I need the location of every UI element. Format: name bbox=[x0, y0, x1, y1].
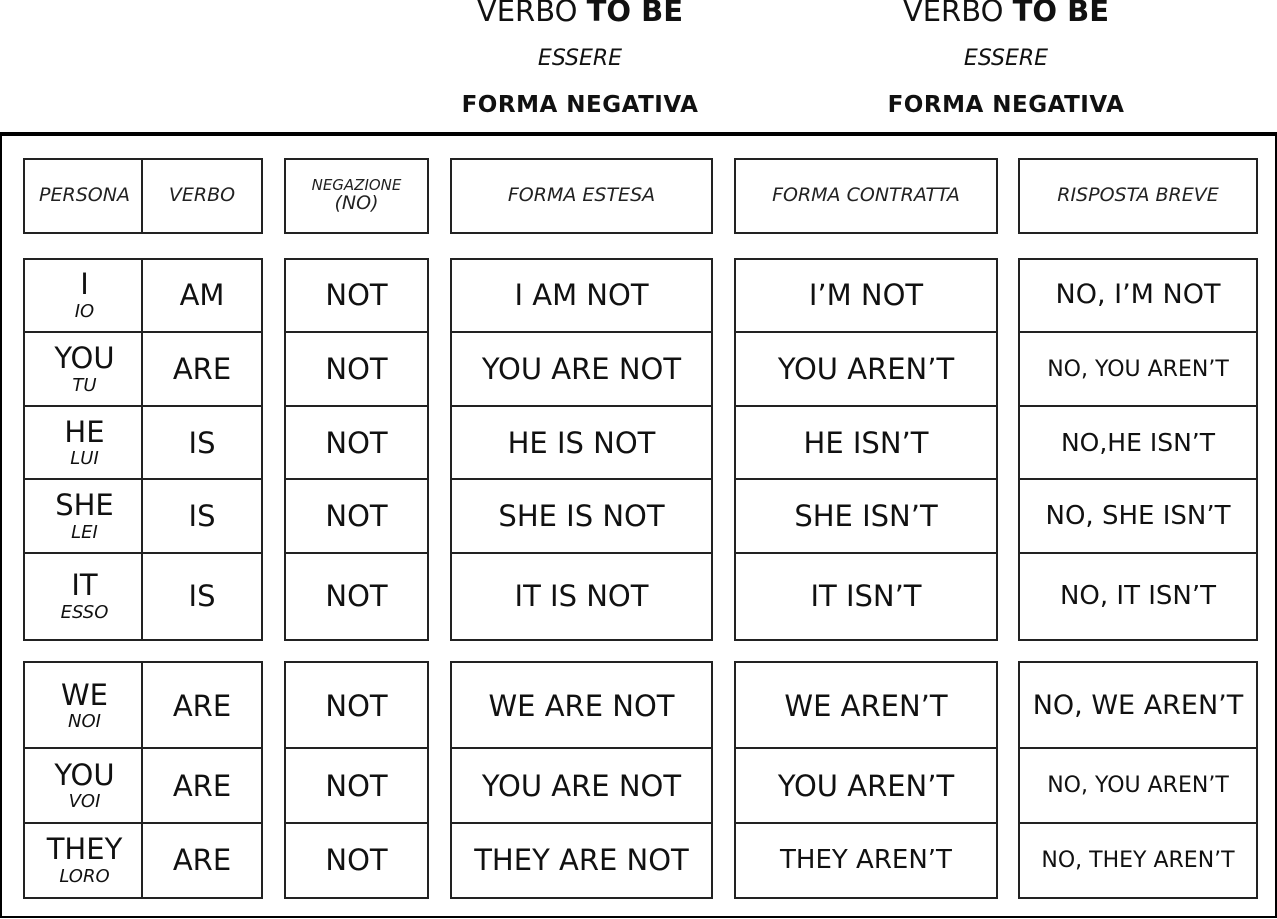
title-form-left: FORMA NEGATIVA bbox=[461, 92, 699, 118]
verb-cell bbox=[141, 331, 263, 408]
pronoun: I bbox=[80, 267, 89, 302]
short-cell bbox=[1018, 331, 1258, 408]
verb-text: IS bbox=[188, 499, 216, 534]
extended-text: HE IS NOT bbox=[507, 425, 656, 460]
person-cell bbox=[23, 258, 146, 333]
pronoun: WE bbox=[61, 677, 108, 712]
header-risposta bbox=[1018, 158, 1258, 234]
neg-text: NOT bbox=[325, 768, 388, 803]
verb-text: ARE bbox=[172, 843, 232, 878]
verb-cell bbox=[141, 405, 263, 481]
short-cell bbox=[1018, 661, 1258, 751]
short-cell bbox=[1018, 478, 1258, 555]
neg-cell bbox=[284, 552, 429, 641]
header-sublabel: (NO) bbox=[334, 191, 379, 214]
extended-text: IT IS NOT bbox=[514, 579, 649, 614]
extended-text: YOU ARE NOT bbox=[481, 352, 682, 387]
verb-text: IS bbox=[188, 579, 216, 614]
title-translation-left: ESSERE bbox=[537, 46, 623, 71]
neg-cell bbox=[284, 405, 429, 481]
header-label: FORMA ESTESA bbox=[507, 184, 656, 207]
neg-text: NOT bbox=[325, 579, 388, 614]
pronoun: YOU bbox=[54, 341, 115, 376]
person-cell bbox=[23, 331, 146, 408]
extended-cell bbox=[450, 258, 713, 333]
pronoun-translation: LUI bbox=[70, 448, 99, 470]
short-cell bbox=[1018, 258, 1258, 333]
header-verbo bbox=[141, 158, 263, 234]
extended-cell bbox=[450, 405, 713, 481]
neg-cell bbox=[284, 661, 429, 751]
neg-cell bbox=[284, 258, 429, 333]
person-cell bbox=[23, 822, 146, 899]
contracted-text: IT ISN’T bbox=[810, 579, 922, 614]
pronoun: YOU bbox=[54, 757, 115, 792]
person-cell bbox=[23, 405, 146, 481]
short-text: NO,HE ISN’T bbox=[1060, 427, 1216, 457]
verb-text: AM bbox=[179, 278, 225, 313]
short-text: NO, SHE ISN’T bbox=[1045, 500, 1231, 531]
neg-cell bbox=[284, 478, 429, 555]
contracted-cell bbox=[734, 822, 998, 899]
extended-text: THEY ARE NOT bbox=[474, 843, 689, 878]
person-cell bbox=[23, 478, 146, 555]
extended-cell bbox=[450, 822, 713, 899]
extended-text: WE ARE NOT bbox=[488, 688, 675, 723]
title-form-right: FORMA NEGATIVA bbox=[887, 92, 1125, 118]
verb-text: IS bbox=[188, 425, 216, 460]
extended-cell bbox=[450, 747, 713, 825]
extended-cell bbox=[450, 478, 713, 555]
neg-cell bbox=[284, 822, 429, 899]
pronoun-translation: ESSO bbox=[60, 601, 109, 623]
verb-text: ARE bbox=[172, 688, 232, 723]
neg-text: NOT bbox=[325, 843, 388, 878]
contracted-text: WE AREN’T bbox=[784, 688, 948, 723]
extended-text: SHE IS NOT bbox=[498, 499, 665, 534]
header-label: PERSONA bbox=[39, 184, 130, 207]
contracted-cell bbox=[734, 747, 998, 825]
contracted-text: YOU AREN’T bbox=[777, 352, 955, 387]
neg-text: NOT bbox=[325, 688, 388, 723]
pronoun: IT bbox=[71, 568, 98, 603]
neg-cell bbox=[284, 747, 429, 825]
extended-text: YOU ARE NOT bbox=[481, 768, 682, 803]
header-negazione bbox=[284, 158, 429, 234]
verb-cell bbox=[141, 552, 263, 641]
pronoun-translation: NOI bbox=[68, 711, 101, 733]
pronoun-translation: LEI bbox=[71, 521, 98, 543]
short-text: NO, WE AREN’T bbox=[1032, 689, 1244, 721]
header-label: NEGAZIONE bbox=[311, 176, 402, 195]
contracted-cell bbox=[734, 405, 998, 481]
contracted-cell bbox=[734, 478, 998, 555]
short-cell bbox=[1018, 747, 1258, 825]
pronoun: SHE bbox=[55, 488, 114, 523]
title-verb-left: VERBO TO BE bbox=[476, 0, 684, 28]
verb-cell bbox=[141, 747, 263, 825]
header-estesa bbox=[450, 158, 713, 234]
neg-text: NOT bbox=[325, 278, 388, 313]
person-cell bbox=[23, 747, 146, 825]
neg-cell bbox=[284, 331, 429, 408]
extended-cell bbox=[450, 552, 713, 641]
extended-text: I AM NOT bbox=[514, 278, 649, 313]
contracted-cell bbox=[734, 552, 998, 641]
contracted-text: YOU AREN’T bbox=[777, 768, 955, 803]
header-label: RISPOSTA BREVE bbox=[1057, 184, 1219, 207]
short-text: NO, I’M NOT bbox=[1055, 279, 1221, 311]
neg-text: NOT bbox=[325, 425, 388, 460]
neg-text: NOT bbox=[325, 499, 388, 534]
verb-cell bbox=[141, 478, 263, 555]
neg-text: NOT bbox=[325, 352, 388, 387]
contracted-text: HE ISN’T bbox=[803, 425, 929, 460]
verb-cell bbox=[141, 258, 263, 333]
short-cell bbox=[1018, 822, 1258, 899]
contracted-cell bbox=[734, 331, 998, 408]
header-label: FORMA CONTRATTA bbox=[772, 184, 960, 207]
header-label: VERBO bbox=[168, 184, 236, 207]
short-text: NO, THEY AREN’T bbox=[1041, 847, 1235, 873]
pronoun-translation: VOI bbox=[68, 791, 101, 813]
short-text: NO, IT ISN’T bbox=[1059, 580, 1217, 611]
short-cell bbox=[1018, 405, 1258, 481]
person-cell bbox=[23, 661, 146, 751]
contracted-text: SHE ISN’T bbox=[794, 499, 938, 534]
header-persona bbox=[23, 158, 146, 234]
pronoun-translation: TU bbox=[72, 374, 97, 396]
short-text: NO, YOU AREN’T bbox=[1047, 356, 1229, 382]
pronoun: THEY bbox=[46, 832, 123, 867]
title-verb-right: VERBO TO BE bbox=[902, 0, 1110, 28]
contracted-cell bbox=[734, 661, 998, 751]
verb-cell bbox=[141, 661, 263, 751]
short-cell bbox=[1018, 552, 1258, 641]
verb-cell bbox=[141, 822, 263, 899]
pronoun-translation: IO bbox=[74, 300, 95, 322]
person-cell bbox=[23, 552, 146, 641]
extended-cell bbox=[450, 661, 713, 751]
contracted-cell bbox=[734, 258, 998, 333]
verb-text: ARE bbox=[172, 768, 232, 803]
verb-text: ARE bbox=[172, 352, 232, 387]
contracted-text: I’M NOT bbox=[808, 278, 924, 313]
header-contratta bbox=[734, 158, 998, 234]
title-translation-right: ESSERE bbox=[963, 46, 1049, 71]
pronoun: HE bbox=[64, 414, 105, 449]
extended-cell bbox=[450, 331, 713, 408]
pronoun-translation: LORO bbox=[59, 865, 110, 887]
contracted-text: THEY AREN’T bbox=[780, 844, 952, 875]
short-text: NO, YOU AREN’T bbox=[1047, 773, 1229, 799]
